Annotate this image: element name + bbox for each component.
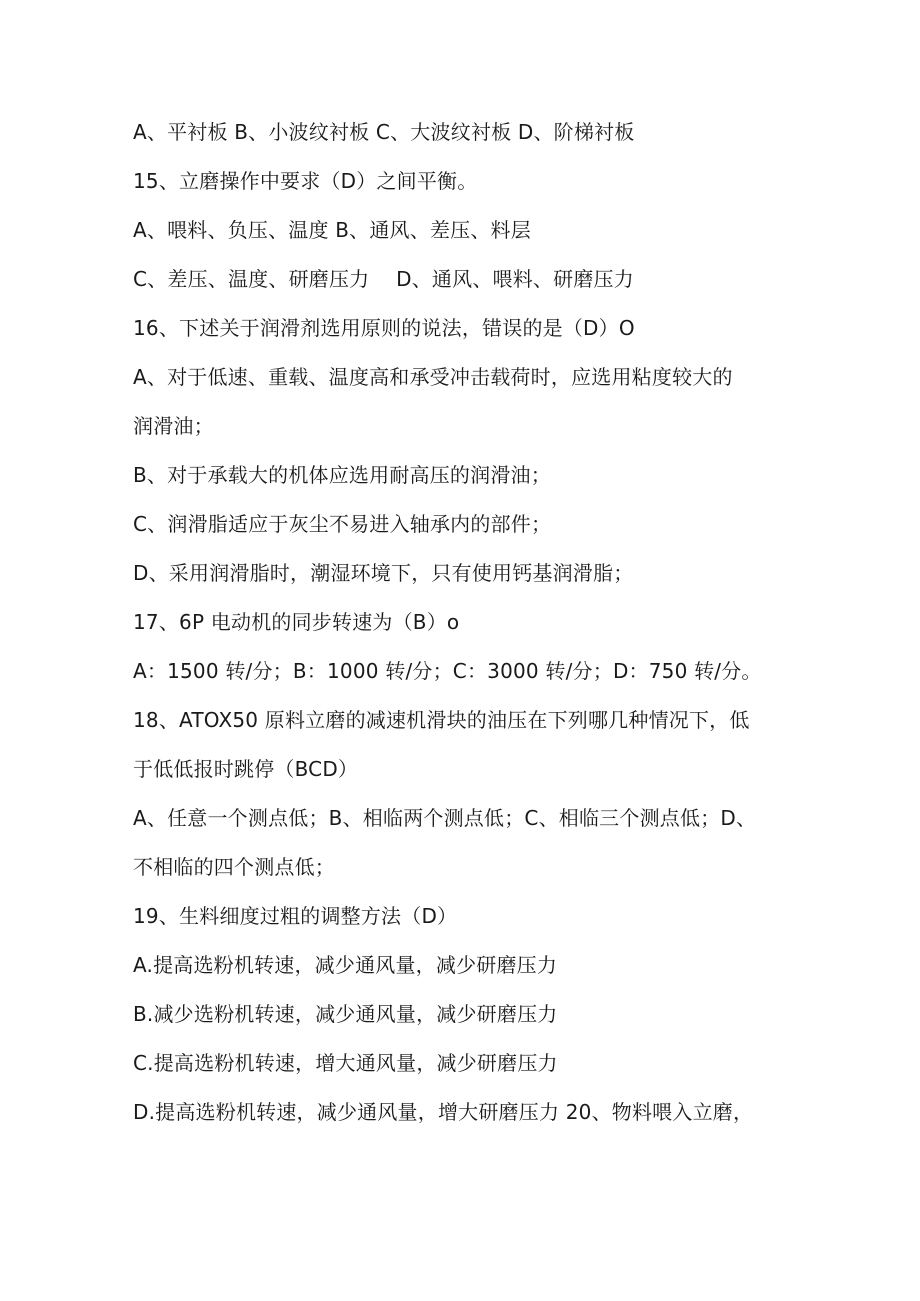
text-line: A、任意一个测点低；B、相临两个测点低；C、相临三个测点低；D、 xyxy=(133,806,757,830)
text-line: B.减少选粉机转速，减少通风量，减少研磨压力 xyxy=(133,1002,558,1026)
text-line: A.提高选粉机转速，减少通风量，减少研磨压力 xyxy=(133,953,558,977)
text-line: D、采用润滑脂时，潮湿环境下，只有使用钙基润滑脂； xyxy=(133,561,634,585)
text-line: C、润滑脂适应于灰尘不易进入轴承内的部件； xyxy=(133,512,552,536)
text-line: B、对于承载大的机体应选用耐高压的润滑油； xyxy=(133,463,551,487)
text-line: A、对于低速、重载、温度高和承受冲击载荷时，应选用粘度较大的 xyxy=(133,365,733,389)
text-line: C、差压、温度、研磨压力 D、通风、喂料、研磨压力 xyxy=(133,267,634,291)
text-line: 润滑油； xyxy=(133,414,214,438)
text-line: A、喂料、负压、温度 B、通风、差压、料层 xyxy=(133,218,531,242)
question-18: 18、ATOX50 原料立磨的减速机滑块的油压在下列哪几种情况下，低 xyxy=(133,708,750,732)
text-line: 于低低报时跳停（BCD） xyxy=(133,757,359,781)
text-line: C.提高选粉机转速，增大通风量，减少研磨压力 xyxy=(133,1051,558,1075)
text-line: D.提高选粉机转速，减少通风量，增大研磨压力 20、物料喂入立磨， xyxy=(133,1100,754,1124)
question-16: 16、下述关于润滑剂选用原则的说法，错误的是（D）O xyxy=(133,316,635,340)
question-19: 19、生料细度过粗的调整方法（D） xyxy=(133,904,458,928)
text-line: 不相临的四个测点低； xyxy=(133,855,335,879)
question-15: 15、立磨操作中要求（D）之间平衡。 xyxy=(133,169,478,193)
text-line: A、平衬板 B、小波纹衬板 C、大波纹衬板 D、阶梯衬板 xyxy=(133,120,635,144)
text-line: A：1500 转/分；B：1000 转/分；C：3000 转/分；D：750 转/分。 xyxy=(133,659,762,683)
question-17: 17、6P 电动机的同步转速为（B）o xyxy=(133,610,460,634)
document-body xyxy=(133,108,793,1137)
